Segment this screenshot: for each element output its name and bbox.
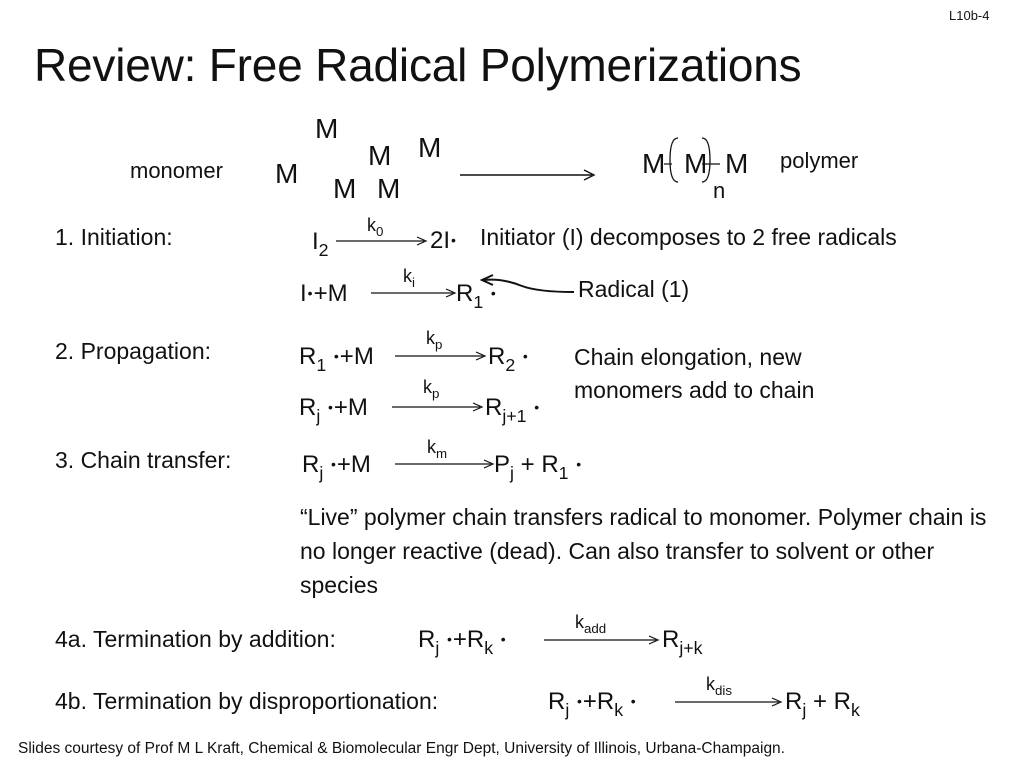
monomer-symbol: M (333, 173, 357, 204)
initiation-eq1-note: Initiator (I) decomposes to 2 free radicals (480, 224, 897, 250)
initiation-eq2-arrow (371, 287, 457, 299)
rate-constant-kdis: $k_{dis}$ (706, 674, 733, 699)
rate-constant-km: $k_m$ (427, 437, 448, 462)
propagation-eq2-reactants: $R_j$ •+M (299, 394, 368, 426)
rate-constant-kadd: $k_{add}$ (575, 612, 607, 637)
monomer-symbol: M (275, 158, 299, 189)
monomer-symbol: M (368, 140, 392, 171)
repeat-count: n (713, 178, 726, 203)
propagation-eq2-product: $R_{j+1}$ • (485, 394, 540, 426)
termination-disproportionation-arrow (675, 696, 783, 708)
initiation-eq2-product: $R_1$ • (456, 280, 496, 312)
chain-transfer-products: $P_j + R_1$ • (494, 451, 582, 483)
chain-transfer-note: “Live” polymer chain transfers radical to monomer. Polymer chain is no longer reactive (dead). Can also transfer to solvent or other species (300, 504, 987, 598)
propagation-eq1-product: $R_2$ • (488, 343, 528, 375)
polymer-repeat-monomer: M (684, 148, 708, 179)
propagation-eq1-arrow (395, 350, 487, 362)
chain-transfer-reactants: $R_j$ •+M (302, 451, 371, 483)
monomer-label: monomer (130, 158, 223, 183)
monomer-symbol: M (315, 113, 339, 144)
page-title: Review: Free Radical Polymerizations (34, 39, 802, 91)
polymer-end-monomer: M (642, 148, 666, 179)
rate-constant-kp: $k_p$ (423, 377, 440, 402)
footer-credit: Slides courtesy of Prof M L Kraft, Chemical & Biomolecular Engr Dept, University of Illinois, Urbana-Champaign. (18, 740, 785, 757)
propagation-eq2-arrow (392, 401, 484, 413)
rate-constant-ki: $k_i$ (403, 266, 415, 291)
termination-addition-label: 4a. Termination by addition: (55, 626, 336, 652)
monomer-symbol: M (377, 173, 401, 204)
propagation-label: 2. Propagation: (55, 338, 212, 364)
propagation-note-line2: monomers add to chain (574, 377, 815, 403)
initiation-eq2-reactants: I•+M (300, 280, 348, 307)
chain-transfer-arrow (395, 458, 495, 470)
rate-constant-kp: $k_p$ (426, 328, 443, 353)
polymer-label: polymer (780, 148, 859, 173)
initiation-eq1-arrow (336, 235, 428, 247)
termination-disproportionation-label: 4b. Termination by disproportionation: (55, 688, 439, 714)
propagation-note-line1: Chain elongation, new (574, 344, 802, 370)
radical-note: Radical (1) (578, 276, 690, 302)
initiation-eq1-reactant: $I_2$ (312, 228, 329, 260)
slide-number: L10b-4 (949, 8, 990, 23)
monomer-symbol: M (418, 132, 442, 163)
polymer-end-monomer: M (725, 148, 749, 179)
termination-disproportionation-products: $R_j + R_k$ (785, 688, 860, 720)
initiation-label: 1. Initiation: (55, 224, 173, 250)
termination-addition-product: $R_{j+k}$ (662, 626, 703, 658)
initiation-eq1-product: 2I• (430, 227, 456, 254)
radical-pointer-arrow (478, 274, 578, 298)
termination-addition-reactants: $R_j$ $•+R_k$ • (418, 626, 506, 658)
chain-transfer-label: 3. Chain transfer: (55, 447, 232, 473)
termination-addition-arrow (544, 634, 660, 646)
rate-constant-k0: $k_0$ (367, 215, 384, 240)
propagation-eq1-reactants: $R_1$ •+M (299, 343, 374, 375)
reaction-arrow (460, 168, 600, 182)
termination-disproportionation-reactants: $R_j$ $•+R_k$ • (548, 688, 636, 720)
